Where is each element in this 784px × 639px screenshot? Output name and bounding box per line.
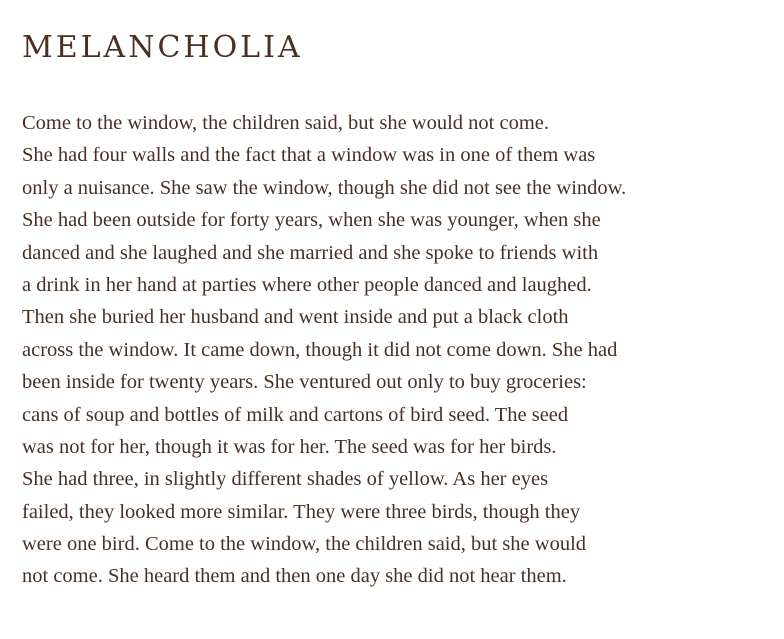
poem-line: was not for her, though it was for her. The seed was for her birds. (22, 435, 557, 458)
poem-line: not come. She heard them and then one day she did not hear them. (22, 565, 567, 588)
poem-line: failed, they looked more similar. They were three birds, though they (22, 500, 581, 523)
poem-line: She had four walls and the fact that a window was in one of them was (22, 144, 596, 167)
poem-line: across the window. It came down, though it did not come down. She had (22, 338, 618, 361)
poem-line: been inside for twenty years. She ventured out only to buy groceries: (22, 371, 587, 394)
poem-body (22, 107, 772, 593)
poem-line: Then she buried her husband and went inside and put a black cloth (22, 306, 569, 329)
poem-line: a drink in her hand at parties where other people danced and laughed. (22, 273, 592, 296)
poem-line: were one bird. Come to the window, the children said, but she would (22, 533, 587, 556)
poem-line: danced and she laughed and she married and she spoke to friends with (22, 241, 599, 264)
poem-line: She had three, in slightly different shades of yellow. As her eyes (22, 468, 549, 491)
poem-line: cans of soup and bottles of milk and cartons of bird seed. The seed (22, 403, 569, 426)
poem-line: She had been outside for forty years, when she was younger, when she (22, 209, 601, 232)
poem-line: only a nuisance. She saw the window, though she did not see the window. (22, 176, 627, 199)
poem-line: Come to the window, the children said, but she would not come. (22, 112, 550, 134)
page-title: MELANCHOLIA (22, 30, 303, 65)
